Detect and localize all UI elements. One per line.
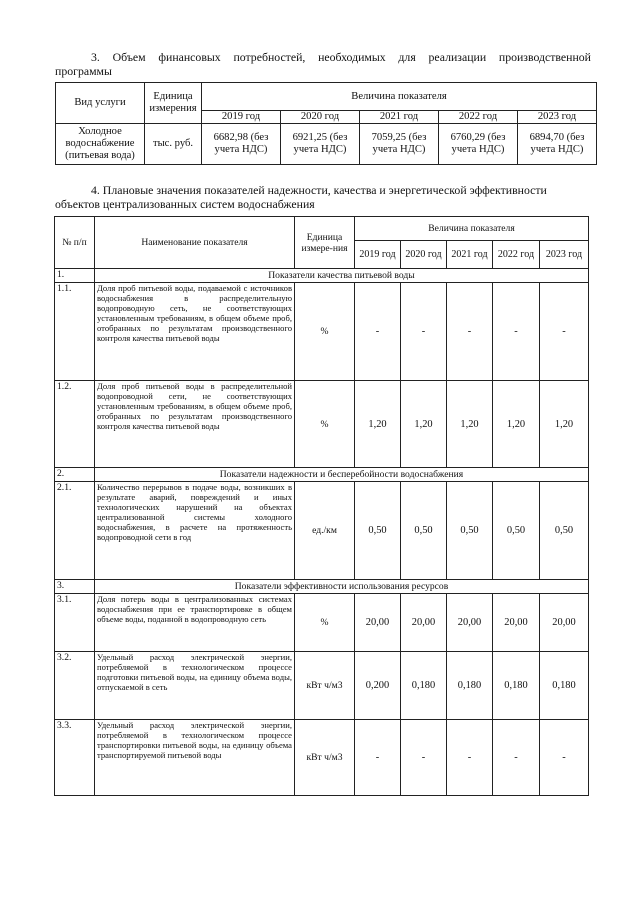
value-cell: 0,180 (540, 652, 589, 720)
value-cell: 0,50 (493, 482, 540, 580)
section-row (55, 468, 589, 482)
value-cell: 20,00 (355, 594, 401, 652)
section-title: Показатели надежности и бесперебойности водоснабжения (95, 468, 589, 482)
table-row (55, 652, 589, 720)
year-header: 2023 год (540, 241, 589, 269)
col-header-value: Величина показателя (202, 83, 597, 111)
table-row (55, 594, 589, 652)
value-cell: 7059,25 (без учета НДС) (360, 124, 439, 165)
value-cell: - (493, 283, 540, 381)
section4-heading (91, 183, 591, 197)
value-cell: 6921,25 (без учета НДС) (281, 124, 360, 165)
value-cell: 1,20 (493, 381, 540, 468)
row-num: 3.1. (55, 594, 95, 652)
value-cell: - (540, 720, 589, 796)
value-cell: - (401, 283, 447, 381)
row-num: 3.3. (55, 720, 95, 796)
value-cell: 0,180 (447, 652, 493, 720)
value-cell: 6760,29 (без учета НДС) (439, 124, 518, 165)
section3-heading-line1: 3. Объем финансовых потребностей, необходимых для реализации производственной (91, 50, 591, 64)
value-cell: - (447, 720, 493, 796)
unit-cell: % (295, 283, 355, 381)
section-num: 2. (55, 468, 95, 482)
year-header: 2019 год (355, 241, 401, 269)
unit-cell: % (295, 594, 355, 652)
value-cell: 0,200 (355, 652, 401, 720)
table-row (55, 482, 589, 580)
value-cell: 0,180 (493, 652, 540, 720)
value-cell: - (401, 720, 447, 796)
value-cell: - (447, 283, 493, 381)
year-header: 2020 год (281, 111, 360, 124)
section-title: Показатели эффективности использования ресурсов (95, 580, 589, 594)
value-cell: 0,180 (401, 652, 447, 720)
year-header: 2022 год (439, 111, 518, 124)
section4-heading-line2: объектов централизованных систем водоснабжения (55, 197, 315, 211)
row-num: 2.1. (55, 482, 95, 580)
col-header-unit: Единица измере-ния (295, 217, 355, 269)
section-row (55, 580, 589, 594)
table-row (55, 381, 589, 468)
unit-cell: ед./км (295, 482, 355, 580)
unit-cell: тыс. руб. (145, 124, 202, 165)
indicator-name: Удельный расход электрической энергии, потребляемой в технологическом процессе подготовки питьевой воды, на единицу объема воды, отпускаемой в сеть (95, 652, 295, 720)
table-row (55, 720, 589, 796)
col-header-service: Вид услуги (56, 83, 145, 124)
value-cell: 0,50 (447, 482, 493, 580)
value-cell: 20,00 (447, 594, 493, 652)
section-row (55, 269, 589, 283)
section-num: 3. (55, 580, 95, 594)
value-cell: 20,00 (540, 594, 589, 652)
year-header: 2022 год (493, 241, 540, 269)
indicator-name: Доля проб питьевой воды, подаваемой с источников водоснабжения в распределительную водопроводную сеть, не соответствующих установленным требованиям, в общем объеме проб, отобранных по результатам производственного контроля качества питьевой воды (95, 283, 295, 381)
table-row (55, 283, 589, 381)
value-cell: 6682,98 (без учета НДС) (202, 124, 281, 165)
value-cell: - (355, 283, 401, 381)
year-header: 2021 год (447, 241, 493, 269)
col-header-name: Наименование показателя (95, 217, 295, 269)
value-cell: 20,00 (401, 594, 447, 652)
indicator-name: Доля проб питьевой воды в распределительной водопроводной сети, не соответствующих установленным требованиям, в общем объеме проб, отобранных по результатам производственного контроля качества питьевой воды (95, 381, 295, 468)
indicators-table (54, 216, 589, 796)
unit-cell: кВт ч/м3 (295, 720, 355, 796)
section-title: Показатели качества питьевой воды (95, 269, 589, 283)
year-header: 2023 год (518, 111, 597, 124)
year-header: 2019 год (202, 111, 281, 124)
section-num: 1. (55, 269, 95, 283)
value-cell: 0,50 (540, 482, 589, 580)
section3-heading (91, 50, 591, 64)
value-cell: 6894,70 (без учета НДС) (518, 124, 597, 165)
indicator-name: Количество перерывов в подаче воды, возникших в результате аварий, повреждений и иных технологических нарушений на объектах централизованной системы холодного водоснабжения, в расчете на протяженность водопроводной сети в год (95, 482, 295, 580)
section4-heading-line1: 4. Плановые значения показателей надежности, качества и энергетической эффективности (91, 183, 547, 197)
service-cell: Холодное водоснабжение (питьевая вода) (56, 124, 145, 165)
col-header-value: Величина показателя (355, 217, 589, 241)
value-cell: 1,20 (401, 381, 447, 468)
value-cell: - (493, 720, 540, 796)
year-header: 2021 год (360, 111, 439, 124)
row-num: 3.2. (55, 652, 95, 720)
value-cell: 0,50 (401, 482, 447, 580)
col-header-unit: Единица измерения (145, 83, 202, 124)
row-num: 1.1. (55, 283, 95, 381)
value-cell: 20,00 (493, 594, 540, 652)
unit-cell: кВт ч/м3 (295, 652, 355, 720)
indicator-name: Удельный расход электрической энергии, потребляемой в технологическом процессе транспортировки питьевой воды, на единицу объема транспортируемой питьевой воды (95, 720, 295, 796)
value-cell: 1,20 (540, 381, 589, 468)
col-header-num: № п/п (55, 217, 95, 269)
unit-cell: % (295, 381, 355, 468)
value-cell: 1,20 (447, 381, 493, 468)
value-cell: - (540, 283, 589, 381)
value-cell: 0,50 (355, 482, 401, 580)
value-cell: 1,20 (355, 381, 401, 468)
indicator-name: Доля потерь воды в централизованных системах водоснабжения при ее транспортировке в общем объеме воды, поданной в водопроводную сеть (95, 594, 295, 652)
row-num: 1.2. (55, 381, 95, 468)
value-cell: - (355, 720, 401, 796)
section3-heading-line2: программы (55, 64, 112, 78)
year-header: 2020 год (401, 241, 447, 269)
financial-needs-table (55, 82, 597, 165)
table-row (56, 124, 597, 165)
